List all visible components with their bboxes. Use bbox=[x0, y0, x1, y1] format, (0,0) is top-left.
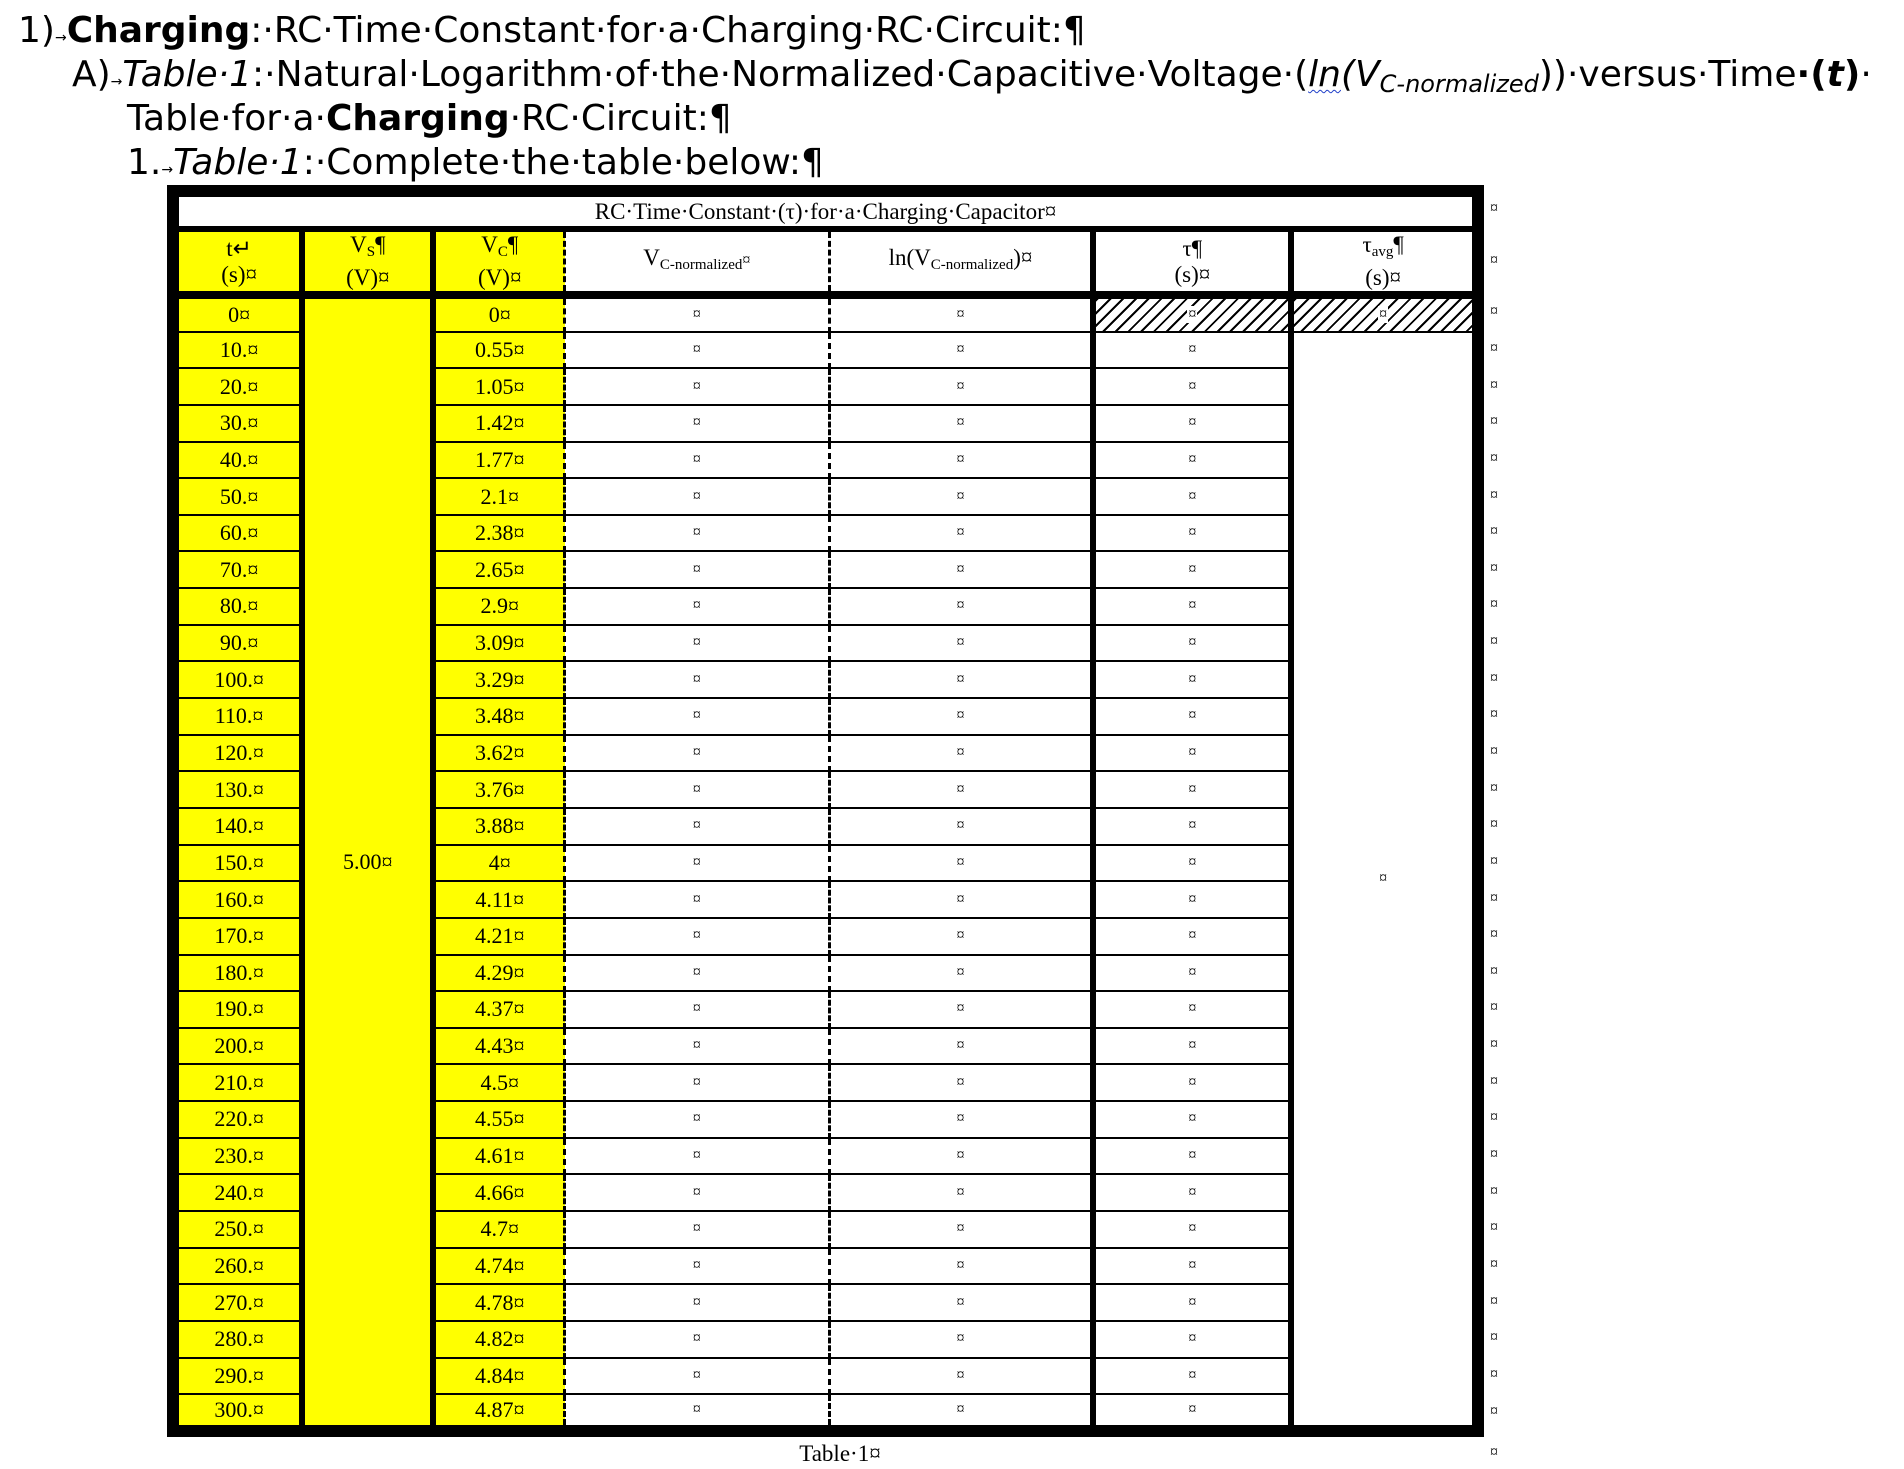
cell-capacitor-voltage: 4.82¤ bbox=[433, 1321, 564, 1358]
cell-ln-vc-normalized[interactable]: ¤ bbox=[829, 808, 1093, 845]
cell-ln-vc-normalized[interactable]: ¤ bbox=[829, 1394, 1093, 1431]
row-end-mark: ¤ bbox=[1490, 1365, 1498, 1383]
cell-time: 70.¤ bbox=[173, 551, 302, 588]
item-table-ref: Table·1 bbox=[173, 142, 303, 183]
row-end-mark: ¤ bbox=[1490, 413, 1498, 431]
cell-vc-normalized[interactable]: ¤ bbox=[565, 1394, 829, 1431]
cell-tau[interactable]: ¤ bbox=[1093, 1064, 1291, 1101]
cell-tau[interactable]: ¤ bbox=[1093, 771, 1291, 808]
cell-time: 270.¤ bbox=[173, 1284, 302, 1321]
cell-tau[interactable]: ¤ bbox=[1093, 991, 1291, 1028]
cell-ln-vc-normalized[interactable]: ¤ bbox=[829, 881, 1093, 918]
subheading-table-ref: Table·1 bbox=[122, 54, 253, 95]
cell-vc-normalized[interactable]: ¤ bbox=[565, 405, 829, 442]
cell-tau[interactable]: ¤ bbox=[1093, 1211, 1291, 1248]
ln-text: ln bbox=[1308, 54, 1341, 95]
header-ln-vc-normalized: ln(VC-normalized)¤ bbox=[829, 229, 1093, 295]
cell-ln-vc-normalized[interactable]: ¤ bbox=[829, 1174, 1093, 1211]
cell-capacitor-voltage: 4.78¤ bbox=[433, 1284, 564, 1321]
subheading-text-2: ))·versus·Time bbox=[1538, 54, 1797, 95]
header-vc: VC¶ (V)¤ bbox=[433, 229, 564, 295]
cell-capacitor-voltage: 2.1¤ bbox=[433, 478, 564, 515]
tab-arrow: → bbox=[161, 162, 174, 178]
cell-ln-vc-normalized[interactable]: ¤ bbox=[829, 478, 1093, 515]
cell-tau[interactable]: ¤ bbox=[1093, 1358, 1291, 1395]
cell-ln-vc-normalized[interactable]: ¤ bbox=[829, 442, 1093, 479]
cell-ln-vc-normalized[interactable]: ¤ bbox=[829, 735, 1093, 772]
row-end-mark: ¤ bbox=[1490, 200, 1498, 217]
row-end-mark: ¤ bbox=[1490, 596, 1498, 614]
cell-time: 80.¤ bbox=[173, 588, 302, 625]
cell-vc-normalized[interactable]: ¤ bbox=[565, 1174, 829, 1211]
cell-vc-normalized[interactable]: ¤ bbox=[565, 625, 829, 662]
header-vc-normalized: VC-normalized¤ bbox=[565, 229, 829, 295]
cell-capacitor-voltage: 4.61¤ bbox=[433, 1138, 564, 1175]
cell-capacitor-voltage: 4.37¤ bbox=[433, 991, 564, 1028]
cell-ln-vc-normalized[interactable]: ¤ bbox=[829, 1211, 1093, 1248]
table-title: RC·Time·Constant·(τ)·for·a·Charging·Capacitor¤ bbox=[173, 191, 1478, 229]
cell-tau[interactable]: ¤ bbox=[1093, 918, 1291, 955]
row-end-mark: ¤ bbox=[1490, 303, 1498, 321]
item-number: 1. bbox=[127, 142, 162, 183]
vc-text: (V bbox=[1340, 54, 1380, 95]
cell-time: 190.¤ bbox=[173, 991, 302, 1028]
cell-tau[interactable]: ¤ bbox=[1093, 1028, 1291, 1065]
cell-ln-vc-normalized[interactable]: ¤ bbox=[829, 661, 1093, 698]
cell-capacitor-voltage: 4.55¤ bbox=[433, 1101, 564, 1138]
row-end-mark: ¤ bbox=[1490, 669, 1498, 687]
heading-bold: Charging bbox=[66, 10, 251, 51]
cell-capacitor-voltage: 3.76¤ bbox=[433, 771, 564, 808]
cell-tau[interactable]: ¤ bbox=[1093, 515, 1291, 552]
cell-tau[interactable]: ¤ bbox=[1093, 478, 1291, 515]
cell-time: 200.¤ bbox=[173, 1028, 302, 1065]
row-end-mark: ¤ bbox=[1490, 523, 1498, 541]
trail-dot: · bbox=[1860, 54, 1872, 95]
cell-time: 210.¤ bbox=[173, 1064, 302, 1101]
tab-arrow: → bbox=[110, 74, 123, 90]
subheading-line2-text: Table·for·a· bbox=[127, 98, 326, 139]
cell-time: 180.¤ bbox=[173, 955, 302, 992]
bold-dot: · bbox=[1796, 54, 1811, 95]
cell-tau[interactable]: ¤ bbox=[1093, 1174, 1291, 1211]
cell-ln-vc-normalized[interactable]: ¤ bbox=[829, 771, 1093, 808]
cell-capacitor-voltage: 4.84¤ bbox=[433, 1358, 564, 1395]
cell-ln-vc-normalized[interactable]: ¤ bbox=[829, 405, 1093, 442]
cell-tau[interactable]: ¤ bbox=[1093, 625, 1291, 662]
cell-capacitor-voltage: 2.9¤ bbox=[433, 588, 564, 625]
cell-tau[interactable]: ¤ bbox=[1093, 1394, 1291, 1431]
tab-arrow: → bbox=[54, 30, 67, 46]
cell-ln-vc-normalized[interactable]: ¤ bbox=[829, 991, 1093, 1028]
cell-vc-normalized[interactable]: ¤ bbox=[565, 991, 829, 1028]
cell-time: 130.¤ bbox=[173, 771, 302, 808]
heading-number: 1) bbox=[18, 10, 55, 51]
cell-ln-vc-normalized[interactable]: ¤ bbox=[829, 1064, 1093, 1101]
cell-tau-hatched: ¤ bbox=[1093, 295, 1291, 332]
cell-time: 280.¤ bbox=[173, 1321, 302, 1358]
cell-time: 110.¤ bbox=[173, 698, 302, 735]
cell-ln-vc-normalized[interactable]: ¤ bbox=[829, 588, 1093, 625]
cell-ln-vc-normalized[interactable]: ¤ bbox=[829, 1028, 1093, 1065]
cell-capacitor-voltage: 1.77¤ bbox=[433, 442, 564, 479]
cell-ln-vc-normalized[interactable]: ¤ bbox=[829, 1248, 1093, 1285]
cell-capacitor-voltage: 4.43¤ bbox=[433, 1028, 564, 1065]
cell-ln-vc-normalized[interactable]: ¤ bbox=[829, 515, 1093, 552]
row-end-mark: ¤ bbox=[1490, 706, 1498, 724]
cell-capacitor-voltage: 3.09¤ bbox=[433, 625, 564, 662]
cell-vc-normalized[interactable]: ¤ bbox=[565, 1138, 829, 1175]
row-end-mark: ¤ bbox=[1490, 339, 1498, 357]
cell-capacitor-voltage: 3.62¤ bbox=[433, 735, 564, 772]
cell-vc-normalized[interactable]: ¤ bbox=[565, 588, 829, 625]
subheading-number: A) bbox=[72, 54, 111, 95]
row-end-mark: ¤ bbox=[1490, 962, 1498, 980]
cell-vc-normalized[interactable]: ¤ bbox=[565, 478, 829, 515]
cell-ln-vc-normalized[interactable]: ¤ bbox=[829, 1358, 1093, 1395]
cell-ln-vc-normalized[interactable]: ¤ bbox=[829, 295, 1093, 332]
cell-time: 260.¤ bbox=[173, 1248, 302, 1285]
row-end-mark: ¤ bbox=[1490, 926, 1498, 944]
caption-end-mark: ¤ bbox=[1490, 1444, 1498, 1461]
cell-time: 90.¤ bbox=[173, 625, 302, 662]
cell-tau[interactable]: ¤ bbox=[1093, 1248, 1291, 1285]
item-text: :·Complete·the·table·below:¶ bbox=[302, 142, 824, 183]
cell-time: 300.¤ bbox=[173, 1394, 302, 1431]
cell-capacitor-voltage: 4.87¤ bbox=[433, 1394, 564, 1431]
header-vs: VS¶ (V)¤ bbox=[302, 229, 433, 295]
row-end-mark: ¤ bbox=[1490, 852, 1498, 870]
time-symbol: t bbox=[1826, 54, 1844, 95]
cell-vc-normalized[interactable]: ¤ bbox=[565, 515, 829, 552]
cell-ln-vc-normalized[interactable]: ¤ bbox=[829, 918, 1093, 955]
cell-vc-normalized[interactable]: ¤ bbox=[565, 1028, 829, 1065]
subheading-a-line2 bbox=[127, 97, 732, 141]
paren-close: ) bbox=[1843, 54, 1861, 95]
cell-tau[interactable]: ¤ bbox=[1093, 1101, 1291, 1138]
cell-tau-avg[interactable]: ¤ bbox=[1291, 332, 1478, 1431]
cell-time: 60.¤ bbox=[173, 515, 302, 552]
cell-tau[interactable]: ¤ bbox=[1093, 405, 1291, 442]
cell-time: 250.¤ bbox=[173, 1211, 302, 1248]
cell-tau[interactable]: ¤ bbox=[1093, 735, 1291, 772]
cell-ln-vc-normalized[interactable]: ¤ bbox=[829, 1321, 1093, 1358]
cell-tau[interactable]: ¤ bbox=[1093, 845, 1291, 882]
cell-time: 120.¤ bbox=[173, 735, 302, 772]
row-end-mark: ¤ bbox=[1490, 252, 1498, 269]
cell-time: 230.¤ bbox=[173, 1138, 302, 1175]
cell-capacitor-voltage: 4.74¤ bbox=[433, 1248, 564, 1285]
cell-vc-normalized[interactable]: ¤ bbox=[565, 808, 829, 845]
header-tau-avg: τavg¶ (s)¤ bbox=[1291, 229, 1478, 295]
cell-vc-normalized[interactable]: ¤ bbox=[565, 1101, 829, 1138]
cell-time: 240.¤ bbox=[173, 1174, 302, 1211]
cell-tau[interactable]: ¤ bbox=[1093, 661, 1291, 698]
cell-capacitor-voltage: 0.55¤ bbox=[433, 332, 564, 369]
cell-vc-normalized[interactable]: ¤ bbox=[565, 368, 829, 405]
row-end-mark: ¤ bbox=[1490, 559, 1498, 577]
cell-vc-normalized[interactable]: ¤ bbox=[565, 698, 829, 735]
cell-ln-vc-normalized[interactable]: ¤ bbox=[829, 332, 1093, 369]
cell-vc-normalized[interactable]: ¤ bbox=[565, 1248, 829, 1285]
row-end-mark: ¤ bbox=[1490, 1402, 1498, 1420]
cell-capacitor-voltage: 1.05¤ bbox=[433, 368, 564, 405]
cell-source-voltage: 5.00¤ bbox=[302, 295, 433, 1431]
paren-open: ( bbox=[1810, 54, 1827, 95]
row-end-mark: ¤ bbox=[1490, 779, 1498, 797]
cell-ln-vc-normalized[interactable]: ¤ bbox=[829, 1138, 1093, 1175]
cell-vc-normalized[interactable]: ¤ bbox=[565, 1211, 829, 1248]
cell-tau[interactable]: ¤ bbox=[1093, 588, 1291, 625]
cell-time: 150.¤ bbox=[173, 845, 302, 882]
row-end-mark: ¤ bbox=[1490, 743, 1498, 760]
cell-time: 220.¤ bbox=[173, 1101, 302, 1138]
cell-vc-normalized[interactable]: ¤ bbox=[565, 1064, 829, 1101]
cell-tau[interactable]: ¤ bbox=[1093, 1284, 1291, 1321]
heading-text: :·RC·Time·Constant·for·a·Charging·RC·Circuit:¶ bbox=[250, 10, 1086, 51]
cell-ln-vc-normalized[interactable]: ¤ bbox=[829, 845, 1093, 882]
vc-subscript: C-normalized bbox=[1379, 70, 1539, 98]
header-t: t↵ (s)¤ bbox=[173, 229, 302, 295]
row-end-mark: ¤ bbox=[1490, 999, 1498, 1017]
cell-capacitor-voltage: 4.5¤ bbox=[433, 1064, 564, 1101]
cell-vc-normalized[interactable]: ¤ bbox=[565, 1284, 829, 1321]
cell-time: 30.¤ bbox=[173, 405, 302, 442]
row-end-mark: ¤ bbox=[1490, 1036, 1498, 1054]
table-body bbox=[173, 295, 1478, 1431]
table-row bbox=[173, 295, 1478, 332]
cell-time: 100.¤ bbox=[173, 661, 302, 698]
subheading-line2-bold: Charging bbox=[325, 98, 510, 139]
cell-ln-vc-normalized[interactable]: ¤ bbox=[829, 955, 1093, 992]
cell-time: 50.¤ bbox=[173, 478, 302, 515]
cell-capacitor-voltage: 4.7¤ bbox=[433, 1211, 564, 1248]
cell-capacitor-voltage: 4¤ bbox=[433, 845, 564, 882]
row-end-mark: ¤ bbox=[1490, 1329, 1498, 1347]
cell-vc-normalized[interactable]: ¤ bbox=[565, 295, 829, 332]
row-end-mark: ¤ bbox=[1490, 1182, 1498, 1200]
cell-capacitor-voltage: 4.11¤ bbox=[433, 881, 564, 918]
cell-vc-normalized[interactable]: ¤ bbox=[565, 918, 829, 955]
cell-capacitor-voltage: 2.38¤ bbox=[433, 515, 564, 552]
cell-tau[interactable]: ¤ bbox=[1093, 1138, 1291, 1175]
cell-capacitor-voltage: 3.88¤ bbox=[433, 808, 564, 845]
row-end-mark: ¤ bbox=[1490, 633, 1498, 651]
cell-tau[interactable]: ¤ bbox=[1093, 368, 1291, 405]
cell-capacitor-voltage: 4.29¤ bbox=[433, 955, 564, 992]
cell-ln-vc-normalized[interactable]: ¤ bbox=[829, 625, 1093, 662]
row-end-mark: ¤ bbox=[1490, 1292, 1498, 1310]
cell-time: 290.¤ bbox=[173, 1358, 302, 1395]
cell-vc-normalized[interactable]: ¤ bbox=[565, 845, 829, 882]
cell-vc-normalized[interactable]: ¤ bbox=[565, 735, 829, 772]
cell-ln-vc-normalized[interactable]: ¤ bbox=[829, 551, 1093, 588]
cell-ln-vc-normalized[interactable]: ¤ bbox=[829, 1101, 1093, 1138]
cell-capacitor-voltage: 1.42¤ bbox=[433, 405, 564, 442]
cell-tau[interactable]: ¤ bbox=[1093, 1321, 1291, 1358]
cell-vc-normalized[interactable]: ¤ bbox=[565, 661, 829, 698]
row-end-mark: ¤ bbox=[1490, 376, 1498, 394]
cell-tau-avg-hatched: ¤ bbox=[1291, 295, 1478, 332]
cell-vc-normalized[interactable]: ¤ bbox=[565, 771, 829, 808]
cell-vc-normalized[interactable]: ¤ bbox=[565, 1358, 829, 1395]
cell-capacitor-voltage: 4.66¤ bbox=[433, 1174, 564, 1211]
cell-tau[interactable]: ¤ bbox=[1093, 955, 1291, 992]
subheading-line2-text-2: ·RC·Circuit:¶ bbox=[509, 98, 732, 139]
cell-tau[interactable]: ¤ bbox=[1093, 551, 1291, 588]
cell-tau[interactable]: ¤ bbox=[1093, 881, 1291, 918]
cell-time: 0¤ bbox=[173, 295, 302, 332]
cell-time: 10.¤ bbox=[173, 332, 302, 369]
cell-vc-normalized[interactable]: ¤ bbox=[565, 1321, 829, 1358]
cell-capacitor-voltage: 4.21¤ bbox=[433, 918, 564, 955]
row-end-mark: ¤ bbox=[1490, 889, 1498, 907]
row-end-mark: ¤ bbox=[1490, 1072, 1498, 1090]
cell-vc-normalized[interactable]: ¤ bbox=[565, 551, 829, 588]
cell-capacitor-voltage: 0¤ bbox=[433, 295, 564, 332]
cell-capacitor-voltage: 3.48¤ bbox=[433, 698, 564, 735]
cell-ln-vc-normalized[interactable]: ¤ bbox=[829, 1284, 1093, 1321]
row-end-mark: ¤ bbox=[1490, 1255, 1498, 1273]
cell-time: 40.¤ bbox=[173, 442, 302, 479]
cell-vc-normalized[interactable]: ¤ bbox=[565, 332, 829, 369]
cell-time: 140.¤ bbox=[173, 808, 302, 845]
cell-capacitor-voltage: 2.65¤ bbox=[433, 551, 564, 588]
cell-ln-vc-normalized[interactable]: ¤ bbox=[829, 368, 1093, 405]
cell-time: 170.¤ bbox=[173, 918, 302, 955]
cell-vc-normalized[interactable]: ¤ bbox=[565, 955, 829, 992]
row-end-mark: ¤ bbox=[1490, 1146, 1498, 1164]
cell-tau[interactable]: ¤ bbox=[1093, 332, 1291, 369]
cell-vc-normalized[interactable]: ¤ bbox=[565, 881, 829, 918]
row-end-mark: ¤ bbox=[1490, 1219, 1498, 1237]
cell-time: 20.¤ bbox=[173, 368, 302, 405]
cell-capacitor-voltage: 3.29¤ bbox=[433, 661, 564, 698]
row-end-mark: ¤ bbox=[1490, 486, 1498, 504]
row-end-mark: ¤ bbox=[1490, 816, 1498, 834]
rc-time-constant-table bbox=[167, 185, 1484, 1437]
subheading-text: :·Natural·Logarithm·of·the·Normalized·Capacitive·Voltage·( bbox=[252, 54, 1309, 95]
cell-ln-vc-normalized[interactable]: ¤ bbox=[829, 698, 1093, 735]
row-end-mark: ¤ bbox=[1490, 449, 1498, 467]
table-caption: Table·1¤ bbox=[799, 1441, 881, 1466]
cell-tau[interactable]: ¤ bbox=[1093, 442, 1291, 479]
cell-vc-normalized[interactable]: ¤ bbox=[565, 442, 829, 479]
header-tau: τ¶ (s)¤ bbox=[1093, 229, 1291, 295]
row-end-mark: ¤ bbox=[1490, 1109, 1498, 1127]
cell-time: 160.¤ bbox=[173, 881, 302, 918]
cell-tau[interactable]: ¤ bbox=[1093, 808, 1291, 845]
cell-tau[interactable]: ¤ bbox=[1093, 698, 1291, 735]
